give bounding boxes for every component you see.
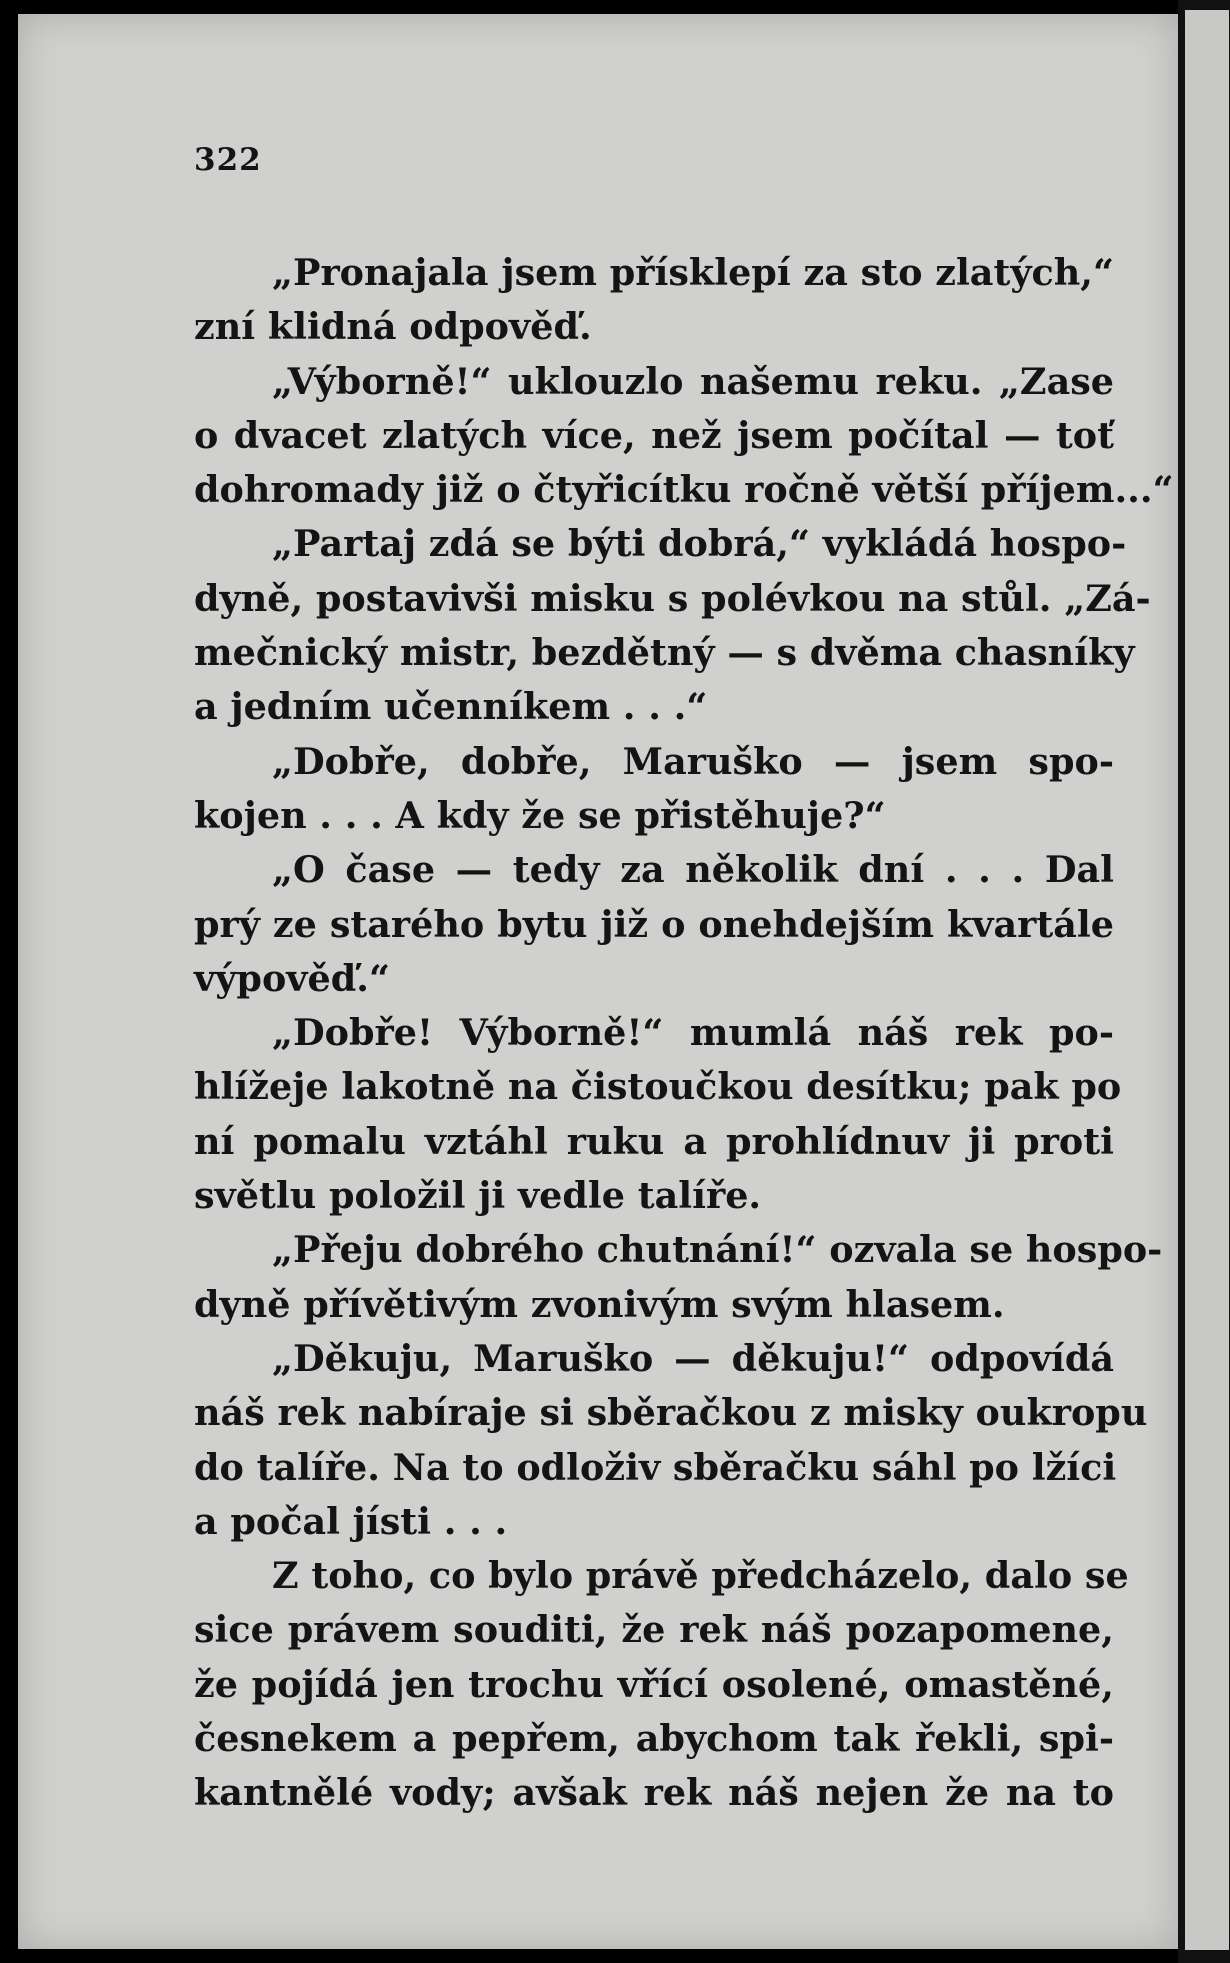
text-line: „Dobře! Výborně!“ mumlá náš rek po- — [272, 1011, 1114, 1055]
text-line: ní pomalu vztáhl ruku a prohlídnuv ji proti — [194, 1119, 1114, 1163]
text-line: „Dobře, dobře, Maruško — jsem spo- — [272, 739, 1114, 783]
text-line: hlížeje lakotně na čistoučkou desítku; pak po — [194, 1065, 1122, 1109]
book-page — [18, 14, 1178, 1949]
text-line: mečnický mistr, bezdětný — s dvěma chasníky — [194, 631, 1135, 675]
text-line: že pojídá jen trochu vřící osolené, omastěné, — [194, 1662, 1114, 1706]
text-line: do talíře. Na to odloživ sběračku sáhl po lžíci — [194, 1445, 1117, 1489]
text-line: „O čase — tedy za několik dní . . . Dal — [272, 848, 1114, 892]
text-line: o dvacet zlatých více, než jsem počítal — toť — [194, 413, 1114, 457]
text-line: „Výborně!“ uklouzlo našemu reku. „Zase — [272, 359, 1114, 403]
text-line: „Děkuju, Maruško — děkuju!“ odpovídá — [272, 1336, 1114, 1380]
text-line: dyně přívětivým zvonivým svým hlasem. — [194, 1282, 1005, 1326]
text-line: prý ze starého bytu již o onehdejším kvartále — [194, 902, 1114, 946]
adjacent-page-edge — [1178, 0, 1230, 1963]
text-line: česnekem a pepřem, abychom tak řekli, spi- — [194, 1717, 1114, 1761]
text-line: světlu položil ji vedle talíře. — [194, 1174, 762, 1218]
text-line: dyně, postavivši misku s polévkou na stůl. „Zá- — [194, 576, 1151, 620]
next-page-margin — [1182, 10, 1229, 1950]
text-line: „Přeju dobrého chutnání!“ ozvala se hospo- — [272, 1228, 1163, 1272]
body-text — [194, 246, 1174, 1821]
text-line: výpověď.“ — [194, 956, 390, 1000]
text-line: Z toho, co bylo právě předcházelo, dalo se — [272, 1554, 1129, 1598]
text-line: a jedním učenníkem . . .“ — [194, 685, 708, 729]
text-line: dohromady již o čtyřicítku ročně větší příjem...“ — [194, 468, 1174, 512]
text-line: kojen . . . A kdy že se přistěhuje?“ — [194, 793, 886, 837]
text-line: kantnělé vody; avšak rek náš nejen že na to — [194, 1771, 1114, 1815]
text-line: a počal jísti . . . — [194, 1499, 508, 1543]
text-line: sice právem souditi, že rek náš pozapomene, — [194, 1608, 1114, 1652]
page-number: 322 — [194, 142, 262, 178]
text-line: zní klidná odpověď. — [194, 305, 592, 349]
text-line: „Partaj zdá se býti dobrá,“ vykládá hospo- — [272, 522, 1127, 566]
text-line: „Pronajala jsem přísklepí za sto zlatých,“ — [272, 251, 1114, 294]
text-line: náš rek nabíraje si sběračkou z misky oukropu — [194, 1391, 1148, 1435]
